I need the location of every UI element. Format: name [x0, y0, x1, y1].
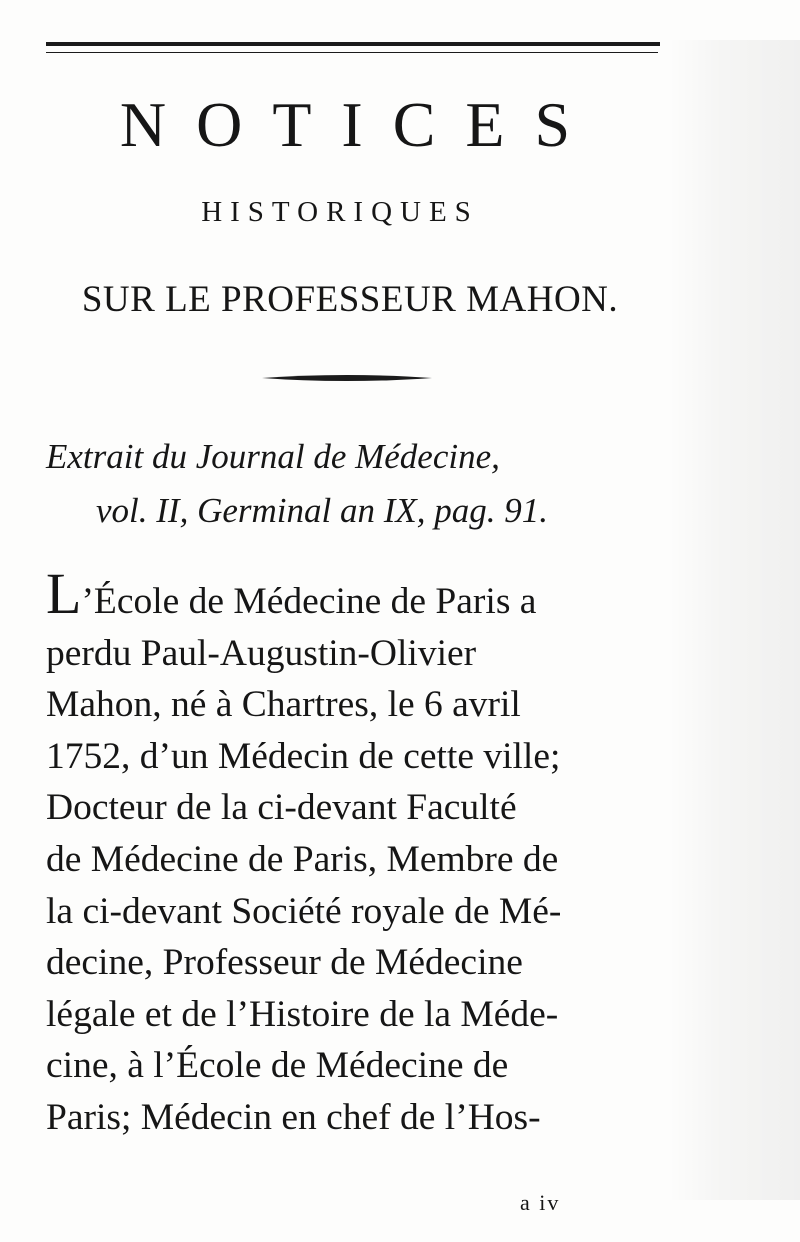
body-paragraph — [46, 561, 676, 1144]
body-line-5: Docteur de la ci-devant Faculté — [46, 787, 517, 829]
source-line-1: Extrait du Journal de Médecine, — [46, 437, 500, 476]
page-subject: SUR LE PROFESSEUR MAHON. — [81, 279, 619, 320]
source-line-2: vol. II, Germinal an IX, pag. 91. — [96, 491, 549, 530]
source-citation — [46, 430, 676, 538]
ornamental-rule — [262, 374, 432, 382]
body-line-4: 1752, d’un Médecin de cette ville; — [46, 735, 561, 777]
body-line-3: Mahon, né à Chartres, le 6 avril — [46, 684, 521, 726]
body-line-7: la ci-devant Société royale de Mé- — [46, 890, 562, 932]
body-line-6: de Médecine de Paris, Membre de — [46, 838, 559, 880]
page-edge-shadow — [668, 40, 800, 1200]
page-subtitle: HISTORIQUES — [201, 196, 479, 228]
signature-mark: a iv — [520, 1190, 561, 1215]
page-title: NOTICES — [119, 89, 601, 160]
body-line-2: perdu Paul-Augustin-Olivier — [46, 632, 477, 674]
drop-cap: L — [46, 561, 82, 626]
body-line-1 — [46, 561, 676, 628]
body-line-1-text: ’École de Médecine de Paris a — [81, 581, 537, 622]
body-line-9: légale et de l’Histoire de la Méde- — [46, 993, 559, 1035]
top-rule-thick — [46, 42, 660, 46]
body-line-10: cine, à l’École de Médecine de — [46, 1045, 509, 1087]
body-line-11: Paris; Médecin en chef de l’Hos- — [46, 1096, 541, 1138]
body-line-8: decine, Professeur de Médecine — [46, 942, 523, 984]
top-rule-thin — [46, 52, 658, 53]
